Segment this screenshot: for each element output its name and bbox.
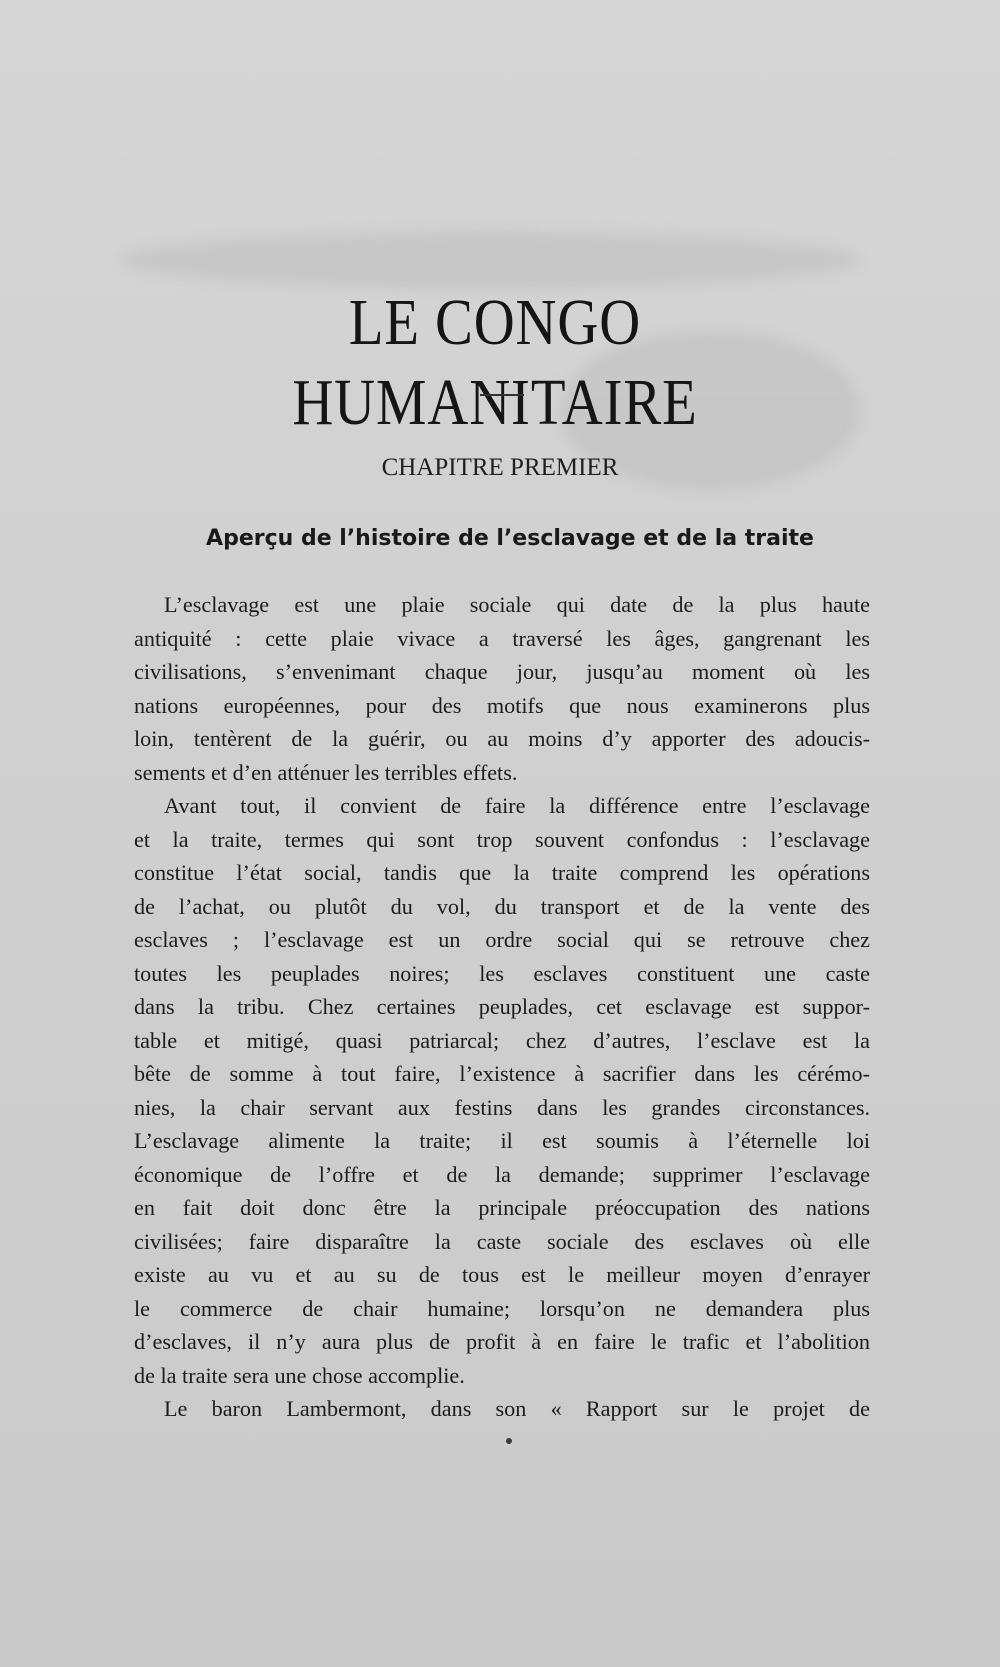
text-line: et la traite, termes qui sont trop souvent confondus : l’esclavage <box>134 826 870 852</box>
text-line: sements et d’en atténuer les terribles effets. <box>134 759 518 785</box>
page-mark-dot <box>506 1438 512 1444</box>
text-line: antiquité : cette plaie vivace a traversé les âges, gangrenant les <box>134 625 870 651</box>
text-line: civilisées; faire disparaître la caste sociale des esclaves où elle <box>134 1228 870 1254</box>
section-title: Aperçu de l’histoire de l’esclavage et de la traite <box>206 526 814 551</box>
book-title: LE CONGO HUMANITAIRE <box>292 286 698 439</box>
text-line: constitue l’état social, tandis que la traite comprend les opérations <box>134 860 870 885</box>
title-divider <box>480 394 524 396</box>
text-line: nies, la chair servant aux festins dans les grandes circonstances. <box>134 1094 870 1120</box>
show-through-shadow <box>120 230 860 290</box>
text-line: toutes les peuplades noires; les esclaves constituent une caste <box>134 960 870 986</box>
chapter-heading: CHAPITRE PREMIER <box>381 454 619 481</box>
text-line: nations européennes, pour des motifs que nous examinerons plus <box>134 692 870 718</box>
text-line: loin, tentèrent de la guérir, ou au moins d’y apporter des adoucis- <box>134 726 870 751</box>
text-line: Avant tout, il convient de faire la différence entre l’esclavage <box>164 793 870 818</box>
text-line: Le baron Lambermont, dans son « Rapport sur le projet de <box>164 1396 870 1421</box>
text-line: esclaves ; l’esclavage est un ordre social qui se retrouve chez <box>134 927 870 952</box>
text-line: de la traite sera une chose accomplie. <box>134 1362 465 1388</box>
body-text <box>134 588 870 1426</box>
text-line: existe au vu et au su de tous est le meilleur moyen d’enrayer <box>134 1262 870 1287</box>
text-line: table et mitigé, quasi patriarcal; chez d’autres, l’esclave est la <box>134 1027 870 1053</box>
text-line: dans la tribu. Chez certaines peuplades, cet esclavage est suppor- <box>134 994 870 1019</box>
text-line: L’esclavage alimente la traite; il est soumis à l’éternelle loi <box>134 1128 870 1153</box>
text-line: économique de l’offre et de la demande; supprimer l’esclavage <box>134 1161 870 1187</box>
text-line: bête de somme à tout faire, l’existence à sacrifier dans les cérémo- <box>134 1061 870 1086</box>
text-line: d’esclaves, il n’y aura plus de profit à en faire le trafic et l’abolition <box>134 1329 870 1354</box>
text-line: L’esclavage est une plaie sociale qui date de la plus haute <box>164 592 870 617</box>
text-line: en fait doit donc être la principale préoccupation des nations <box>134 1195 870 1220</box>
text-line: le commerce de chair humaine; lorsqu’on ne demandera plus <box>134 1295 870 1321</box>
text-line: civilisations, s’envenimant chaque jour, jusqu’au moment où les <box>134 659 870 684</box>
text-line: de l’achat, ou plutôt du vol, du transport et de la vente des <box>134 893 870 919</box>
